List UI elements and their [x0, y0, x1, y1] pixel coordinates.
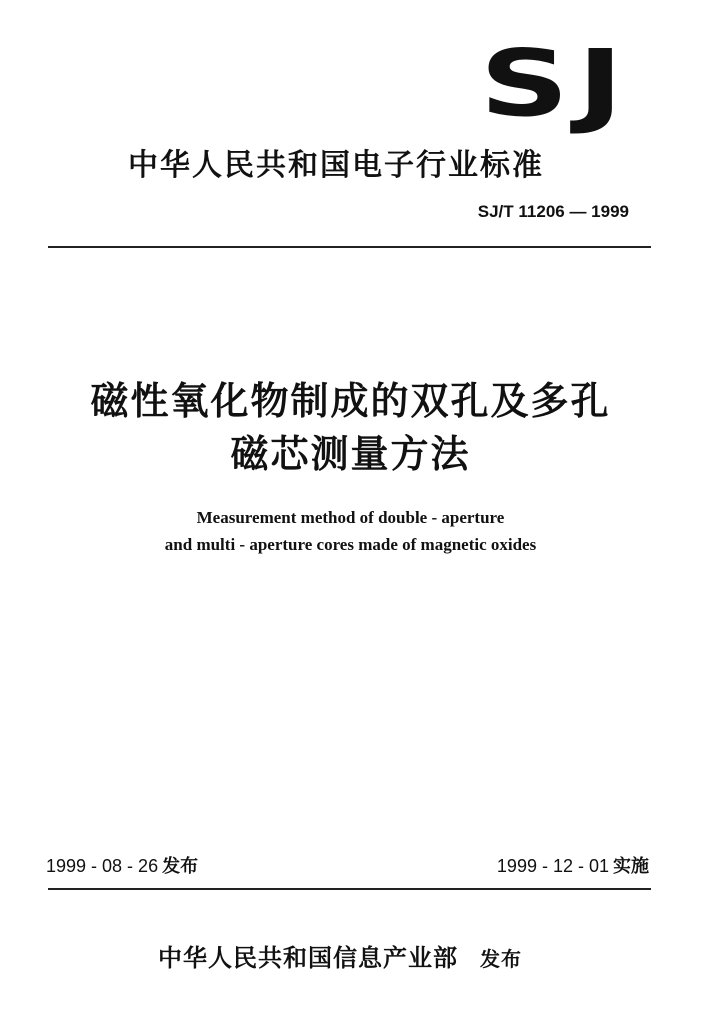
implement-date: 1999 - 12 - 01 — [496, 856, 609, 876]
org-header: 中华人民共和国电子行业标准 — [128, 148, 544, 183]
sj-logo: SJ — [479, 30, 631, 137]
implement-date-block — [497, 852, 649, 878]
standard-number: SJ/T 11206 — 1999 — [477, 202, 629, 221]
issuer-name: 中华人民共和国信息产业部 — [158, 944, 458, 972]
implement-label: 实施 — [613, 856, 649, 877]
issuer-action: 发布 — [480, 947, 522, 971]
title-cn-line1: 磁性氧化物制成的双孔及多孔 — [90, 379, 611, 423]
issuer-block — [158, 938, 522, 973]
bottom-divider — [48, 888, 651, 890]
issue-date-block — [46, 852, 198, 878]
title-cn-line2: 磁芯测量方法 — [230, 432, 471, 476]
issue-date: 1999 - 08 - 26 — [46, 856, 159, 876]
top-divider — [48, 246, 651, 248]
issue-label: 发布 — [162, 856, 199, 877]
title-en-line2: and multi - aperture cores made of magnetic oxides — [164, 535, 537, 554]
title-en-line1: Measurement method of double - aperture — [196, 508, 505, 527]
